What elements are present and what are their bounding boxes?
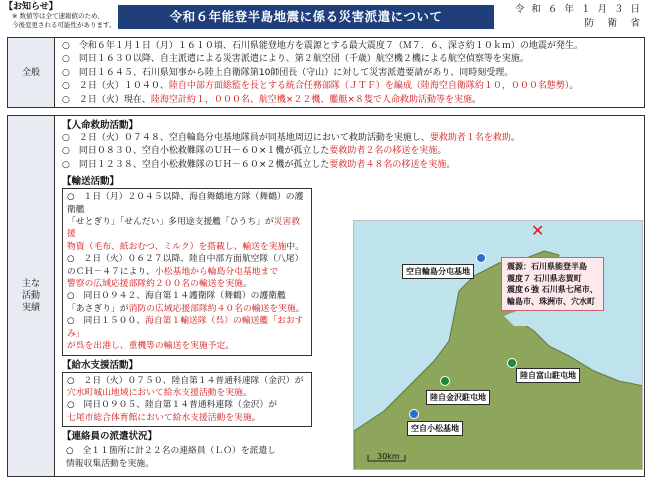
summary-line: ○ 同日１６３０以降、自主派遣による災害派遣により、第２航空団（千歳）航空機２機による航空偵察等を実施。: [62, 54, 529, 65]
rescue-title: 【人命救助活動】: [62, 120, 139, 131]
water-title: 【給水支援活動】: [62, 359, 139, 371]
map-scale: 30km: [367, 453, 407, 465]
notice-label: 【お知らせ】: [4, 2, 58, 12]
summary-lines: [62, 40, 642, 107]
water-block: ○ ２日（火）０７５０、陸自第１４普通科連隊（金沢）が 穴水町城山地域において給水支援活動を実施。 ○ 同日０９０５、陸自第１４普通科連隊（金沢）が 七尾市総合体育館において給水支援活動を実施。: [62, 372, 312, 428]
notice-line-1: ※ 数値等は全て速報値のため、: [12, 12, 104, 20]
page-title: 令和６年能登半島地震に係る災害派遣について: [118, 5, 494, 29]
rescue-line: ○ 同日１２３８、空自小松救難隊のＵＨ－６０×２機が孤立した要救助者４８名の移送を実施。: [62, 159, 456, 170]
rescue-line: ○ ２日（火）０７４８、空自輪島分屯基地隊員が同基地周辺において救助活動を実施し、要救助者１名を救助。: [62, 133, 520, 143]
wajima-label: 空自輪島分屯基地: [402, 264, 474, 279]
toyama-label: 陸自富山駐屯地: [516, 368, 580, 383]
notice: [4, 3, 115, 30]
liaison-block: ○ 全１１箇所に計２２名の連絡員（ＬＯ）を派遣し 情報収集活動を実施。: [66, 446, 277, 469]
transport-title: 【輸送活動】: [62, 176, 120, 188]
main-category: 主な 活動 実績: [8, 116, 55, 476]
notice-line-2: 今後変更される可能性があります。: [12, 21, 116, 29]
kanazawa-marker-icon: [440, 376, 450, 386]
date-line: 令 和 ６ 年 １ 月 ３ 日: [514, 4, 642, 15]
kanazawa-label: 陸自金沢駐屯地: [426, 390, 490, 405]
komatsu-label: 空自小松基地: [407, 421, 463, 436]
liaison-title: 【連絡員の派遣状況】: [62, 431, 158, 443]
quake-info-box: 震源：石川県能登半島 震度７ 石川県志賀町 震度６強 石川県七尾市、 輪島市、珠洲市、穴水町: [501, 257, 604, 311]
summary-line: ○ 令和６年１月１日（月）１６１０頃、石川県能登地方を震源とする最大震度７（Ｍ７．６、深さ約１０ｋｍ）の地震が発生。: [62, 41, 583, 51]
epicenter-icon: ✕: [531, 221, 545, 240]
wajima-marker-icon: [476, 253, 486, 263]
summary-line: ○ 同日１６４５、石川県知事から陸上自衛隊第10師団長（守山）に対して災害派遣要請があり、同時刻受理。: [62, 67, 514, 78]
noto-map: [353, 220, 643, 470]
komatsu-marker-icon: [409, 409, 419, 419]
rescue-line: ○ 同日０８３０、空自小松救難隊のＵＨ－６０×１機が孤立した要救助者２名の移送を実施。: [62, 146, 447, 157]
summary-line: ○ ２日（火）現在、陸海空計約１，０００名、航空機×２２機、艦艇×８隻で人命救助活動等を実施。: [62, 94, 481, 105]
ministry-line: 防 衛 省: [584, 18, 642, 29]
summary-category: 全般: [8, 38, 55, 107]
transport-block: ○ １日（月）２０４５以降、海自舞鶴地方隊（舞鶴）の護衛艦 「せとぎり」「せんだい」多用途支援艦「ひうち」が災害救援 物資（毛布、紙おむつ、ミルク）を搭載し、輸送を実施中。 ○ ２日（火）０６２７以降、陸自中部方面航空隊（八尾） のＣＨ－４７により、小松基地から輪島分屯基地まで 警察の広域応援部隊約２００名の輸送を実施。 ○ 同日０９４２、海自第１４護衛隊（舞鶴）の護衛艦 「あさぎり」が消防の広域応援部隊約４０名の輸送を実施。 ○ 同日１５００、海自第１輸送隊（呉）の輸送艦「おおすみ」 が呉を出港し、重機等の輸送を実施予定。: [62, 188, 312, 355]
date-block: [515, 3, 642, 31]
summary-line: ○ ２日（火）１０４０、陸自中部方面総監を長とする統合任務部隊（ＪＴＦ）を編成（陸海空自衛隊約１０，０００名態勢）。: [62, 81, 579, 92]
summary-row: [7, 37, 645, 108]
toyama-marker-icon: [507, 358, 517, 368]
